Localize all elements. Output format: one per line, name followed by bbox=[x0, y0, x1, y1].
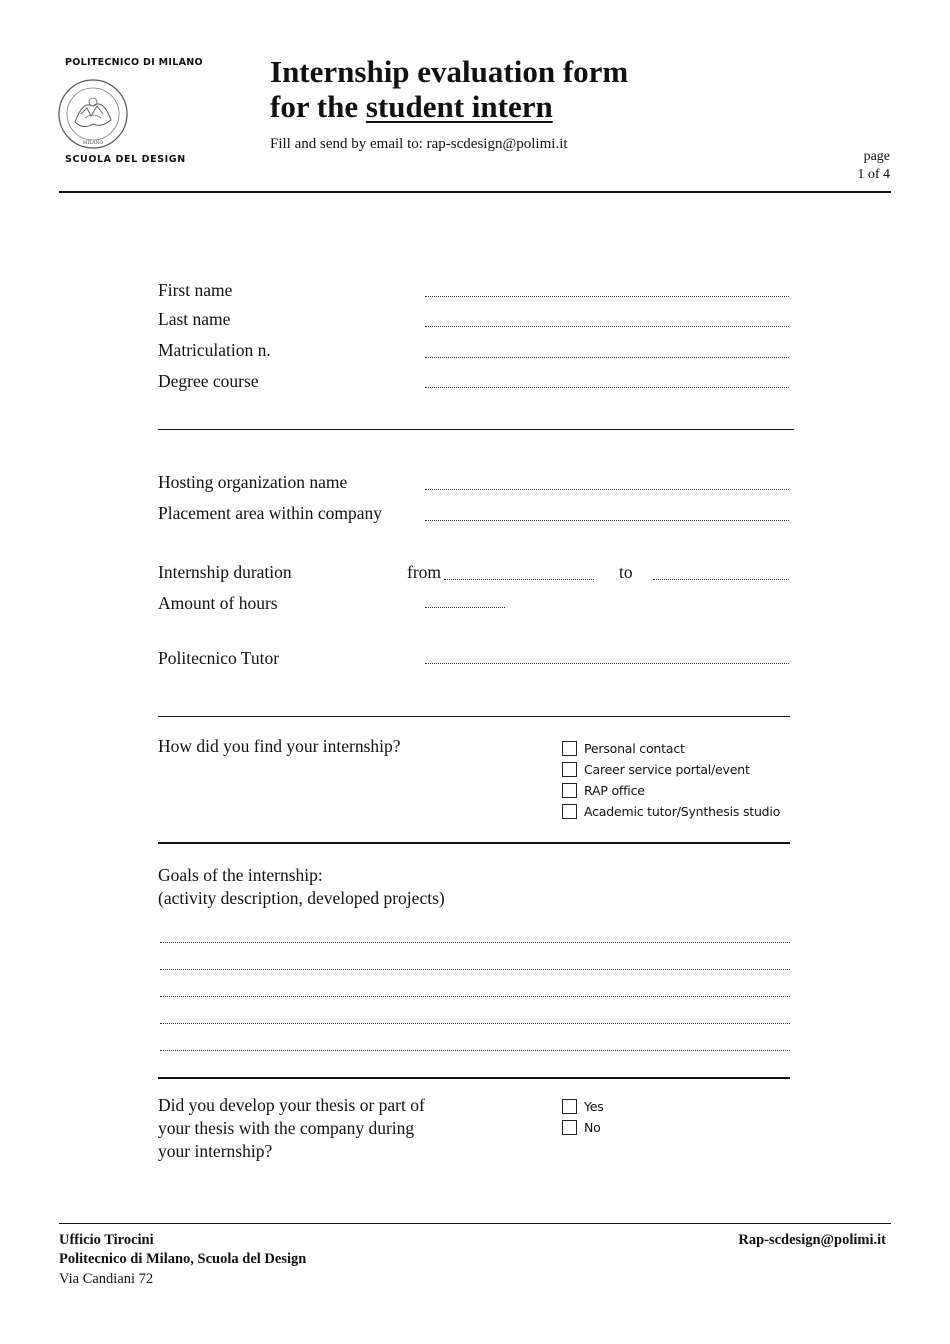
last-name-label: Last name bbox=[158, 309, 231, 329]
header-divider bbox=[59, 191, 891, 193]
page-title bbox=[270, 54, 628, 124]
section-divider bbox=[158, 716, 790, 717]
matriculation-label: Matriculation n. bbox=[158, 340, 271, 360]
section-divider bbox=[158, 842, 790, 844]
degree-course-field[interactable] bbox=[425, 387, 789, 388]
from-date-field[interactable] bbox=[444, 579, 594, 580]
option-label: RAP office bbox=[584, 782, 645, 798]
to-label: to bbox=[619, 562, 633, 582]
school-name: SCUOLA DEL DESIGN bbox=[65, 154, 186, 165]
placement-area-field[interactable] bbox=[425, 520, 789, 521]
option-label: Career service portal/event bbox=[584, 761, 750, 777]
checkbox[interactable] bbox=[562, 741, 577, 756]
tutor-field[interactable] bbox=[425, 663, 789, 664]
checkbox[interactable] bbox=[562, 762, 577, 777]
option-label: Academic tutor/Synthesis studio bbox=[584, 803, 781, 819]
to-date-field[interactable] bbox=[653, 579, 789, 580]
tutor-label: Politecnico Tutor bbox=[158, 648, 280, 668]
matriculation-field[interactable] bbox=[425, 357, 789, 358]
option-no[interactable] bbox=[562, 1118, 601, 1136]
university-seal-icon bbox=[57, 78, 129, 150]
last-name-field[interactable] bbox=[425, 326, 789, 327]
hosting-org-label: Hosting organization name bbox=[158, 472, 348, 492]
checkbox[interactable] bbox=[562, 804, 577, 819]
goals-label: Goals of the internship: bbox=[158, 865, 323, 885]
find-internship-question: How did you find your internship? bbox=[158, 736, 401, 756]
option-label: Yes bbox=[584, 1098, 604, 1114]
footer-address: Via Candiani 72 bbox=[59, 1271, 154, 1287]
option-label: No bbox=[584, 1119, 601, 1135]
checkbox[interactable] bbox=[562, 1099, 577, 1114]
thesis-question-line-3: your internship? bbox=[158, 1141, 273, 1161]
footer-divider bbox=[59, 1223, 891, 1224]
hours-field[interactable] bbox=[425, 607, 505, 608]
footer-institution: Politecnico di Milano, Scuola del Design bbox=[59, 1251, 307, 1267]
checkbox[interactable] bbox=[562, 1120, 577, 1135]
thesis-question-line-1: Did you develop your thesis or part of bbox=[158, 1095, 425, 1115]
from-label: from bbox=[407, 562, 442, 582]
option-rap-office[interactable] bbox=[562, 781, 645, 799]
title-line-2-underlined: student intern bbox=[365, 89, 553, 124]
option-personal-contact[interactable] bbox=[562, 739, 685, 757]
hours-label: Amount of hours bbox=[158, 593, 278, 613]
option-label: Personal contact bbox=[584, 740, 685, 756]
title-line-1: Internship evaluation form bbox=[270, 54, 629, 89]
seal-text: MILANO bbox=[82, 141, 104, 146]
page-label: page bbox=[863, 149, 890, 164]
section-divider bbox=[158, 1077, 790, 1079]
goals-line-1[interactable] bbox=[160, 942, 790, 943]
title-line-2-prefix: for the bbox=[270, 89, 359, 124]
goals-line-2[interactable] bbox=[160, 969, 790, 970]
goals-line-5[interactable] bbox=[160, 1050, 790, 1051]
hosting-org-field[interactable] bbox=[425, 489, 789, 490]
option-academic-tutor[interactable] bbox=[562, 802, 780, 820]
duration-label: Internship duration bbox=[158, 562, 292, 582]
option-career-service[interactable] bbox=[562, 760, 750, 778]
first-name-label: First name bbox=[158, 280, 233, 300]
section-divider bbox=[158, 429, 794, 430]
footer-office: Ufficio Tirocini bbox=[59, 1232, 154, 1248]
footer-email[interactable]: Rap-scdesign@polimi.it bbox=[738, 1232, 886, 1248]
institution-name: POLITECNICO DI MILANO bbox=[65, 57, 203, 68]
option-yes[interactable] bbox=[562, 1097, 604, 1115]
goals-sublabel: (activity description, developed projects) bbox=[158, 888, 445, 908]
goals-line-4[interactable] bbox=[160, 1023, 790, 1024]
page-indicator bbox=[857, 148, 890, 184]
submission-instruction: Fill and send by email to: rap-scdesign@polimi.it bbox=[270, 136, 568, 152]
title-line-2 bbox=[270, 89, 628, 124]
first-name-field[interactable] bbox=[425, 296, 789, 297]
checkbox[interactable] bbox=[562, 783, 577, 798]
thesis-question-line-2: your thesis with the company during bbox=[158, 1118, 415, 1138]
placement-area-label: Placement area within company bbox=[158, 503, 383, 523]
goals-line-3[interactable] bbox=[160, 996, 790, 997]
page-number: 1 of 4 bbox=[857, 167, 890, 182]
degree-course-label: Degree course bbox=[158, 371, 259, 391]
